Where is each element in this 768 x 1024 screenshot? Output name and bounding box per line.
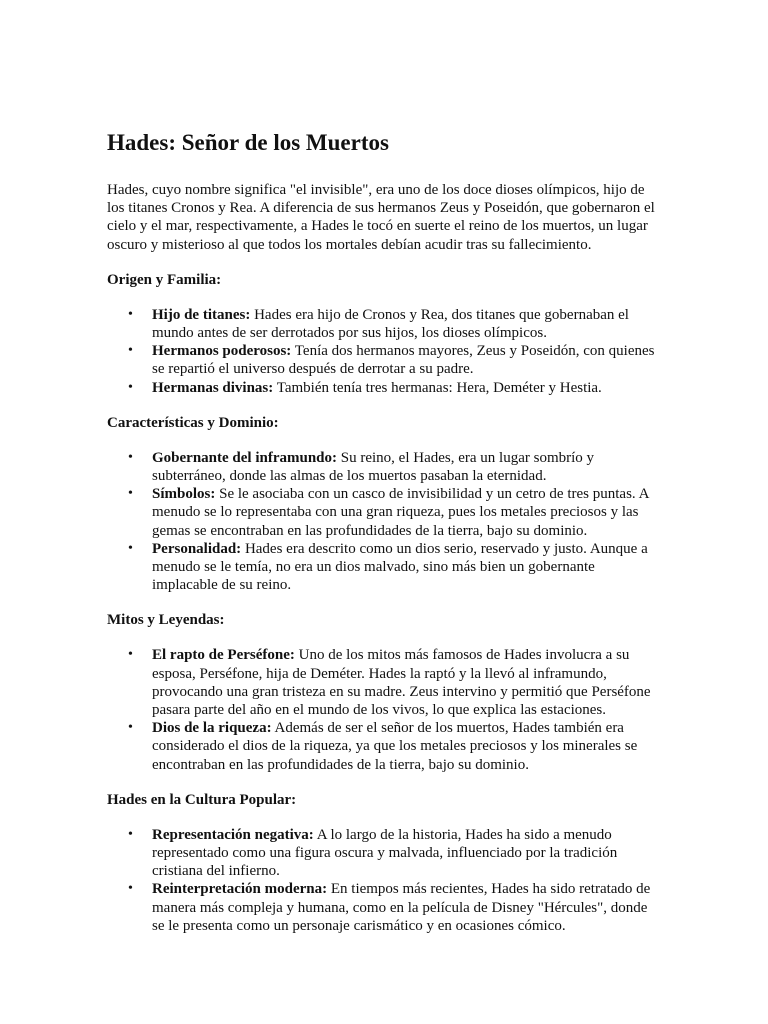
item-text: Uno de los mitos más famosos de Hades involucra a su esposa, Perséfone, hija de Deméter. Hades la raptó y la llevó al inframundo, provocando una gran tristeza en su madre. Zeus intervino y permitió que Perséfone pasara parte del año en el mundo de los vivos, lo que explica las estaciones. bbox=[152, 647, 651, 719]
list-item bbox=[107, 449, 662, 485]
item-term: Hermanos poderosos: bbox=[152, 343, 292, 360]
list-item bbox=[107, 646, 662, 719]
bullet-icon: • bbox=[128, 486, 133, 502]
bullet-icon: • bbox=[128, 379, 133, 395]
section-heading: Mitos y Leyendas: bbox=[107, 612, 225, 629]
section-heading: Hades en la Cultura Popular: bbox=[107, 791, 297, 808]
item-term: Gobernante del inframundo: bbox=[152, 449, 338, 466]
item-text: Hades era descrito como un dios serio, reservado y justo. Aunque a menudo se le temía, no era un dios malvado, sino más bien un gobernante implacable de su reino. bbox=[152, 540, 648, 594]
item-term: Representación negativa: bbox=[152, 826, 314, 843]
item-text: Además de ser el señor de los muertos, Hades también era considerado el dios de la riqueza, ya que los metales preciosos y los minerales se encontraban en las profundidades de la tierra, bajo su dominio. bbox=[152, 720, 638, 773]
item-text: Hades era hijo de Cronos y Rea, dos titanes que gobernaban el mundo antes de ser derrotados por sus hijos, los dioses olímpicos. bbox=[152, 306, 629, 342]
intro-paragraph: Hades, cuyo nombre significa "el invisible", era uno de los doce dioses olímpicos, hijo de los titanes Cronos y Rea. A diferencia de sus hermanos Zeus y Poseidón, que gobernaron el cielo y el mar, respectivamente, a Hades le tocó en suerte el reino de los muertos, un lugar oscuro y misterioso al que todos los mortales debían acudir tras su fallecimiento. bbox=[107, 182, 655, 253]
item-text: Se le asociaba con un casco de invisibilidad y un cetro de tres puntas. A menudo se lo representaba con una gran riqueza, pues los metales preciosos y las gemas se encontraban en las profundidades de la tierra, bajo su dominio. bbox=[152, 486, 649, 539]
section-heading: Origen y Familia: bbox=[107, 271, 222, 288]
document-page bbox=[107, 128, 662, 952]
bullet-icon: • bbox=[128, 449, 133, 465]
item-term: Personalidad: bbox=[152, 540, 242, 557]
item-text: Tenía dos hermanos mayores, Zeus y Poseidón, con quienes se repartió el universo después de derrotar a su padre. bbox=[152, 343, 655, 378]
bullet-icon: • bbox=[128, 306, 133, 322]
item-term: Hermanas divinas: bbox=[152, 379, 274, 396]
bullet-list bbox=[107, 306, 662, 397]
bullet-icon: • bbox=[128, 647, 133, 663]
item-text: A lo largo de la historia, Hades ha sido a menudo representado como una figura oscura y malvada, influenciado por la tradición cristiana del infierno. bbox=[152, 826, 618, 880]
list-item bbox=[107, 379, 662, 397]
list-item bbox=[107, 719, 662, 774]
item-term: Símbolos: bbox=[152, 486, 216, 503]
item-term: El rapto de Perséfone: bbox=[152, 647, 295, 664]
item-term: Hijo de titanes: bbox=[152, 306, 251, 323]
list-item bbox=[107, 485, 662, 540]
bullet-list bbox=[107, 646, 662, 773]
section-heading: Características y Dominio: bbox=[107, 414, 279, 431]
item-text: Su reino, el Hades, era un lugar sombrío y subterráneo, donde las almas de los muertos pasaban la eternidad. bbox=[152, 449, 595, 485]
bullet-icon: • bbox=[128, 720, 133, 736]
bullet-icon: • bbox=[128, 881, 133, 897]
page-title: Hades: Señor de los Muertos bbox=[107, 130, 389, 155]
item-term: Reinterpretación moderna: bbox=[152, 881, 328, 898]
bullet-icon: • bbox=[128, 826, 133, 842]
list-item bbox=[107, 342, 662, 378]
bullet-icon: • bbox=[128, 540, 133, 556]
item-text: En tiempos más recientes, Hades ha sido retratado de manera más compleja y humana, como en la película de Disney "Hércules", donde se le presenta como un personaje carismático y en ocasiones cómico. bbox=[152, 881, 651, 934]
list-item bbox=[107, 826, 662, 881]
item-term: Dios de la riqueza: bbox=[152, 720, 272, 737]
list-item bbox=[107, 306, 662, 342]
bullet-list bbox=[107, 826, 662, 935]
list-item bbox=[107, 540, 662, 595]
list-item bbox=[107, 880, 662, 935]
bullet-list bbox=[107, 449, 662, 595]
item-text: También tenía tres hermanas: Hera, Deméter y Hestia. bbox=[273, 379, 602, 396]
bullet-icon: • bbox=[128, 343, 133, 359]
